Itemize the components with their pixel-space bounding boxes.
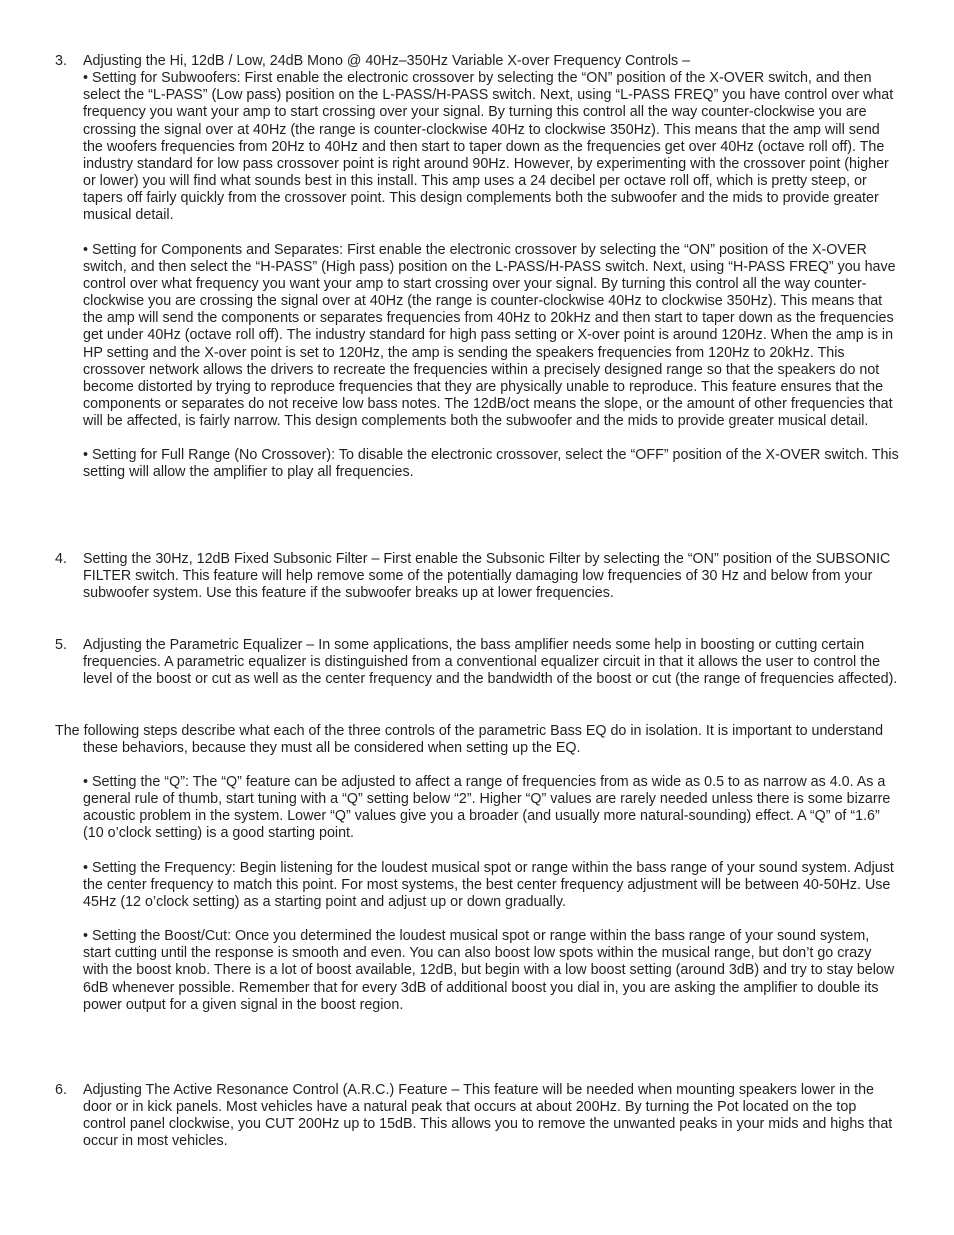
boost-cut-setting-paragraph: • Setting the Boost/Cut: Once you determined the loudest musical spot or range within the bass range of your sound system, start cutting until the response is smooth and even. You can also boost low spots within the musical range, but don’t go crazy with the boost knob. There is a lot of boost available, 12dB, but begin with a low boost setting (around 3dB) and try to stay below 6dB whenever possible. Remember that for every 3dB of additional boost you dial in, you are asking the amplifier to double its power output for a given signal in the boost region. [83, 928, 895, 1013]
arc-feature-paragraph: Adjusting The Active Resonance Control (A.R.C.) Feature – This feature will be needed when mounting speakers lower in the door or in kick panels. Most vehicles have a natural peak that occurs at about 200Hz. By turning the Pot located on the top control panel clockwise, you CUT 200Hz up to 15dB. This allows you to remove the unwanted peaks in your mids and highs that occur in most vehicles. [83, 1082, 893, 1150]
components-setting-paragraph: • Setting for Components and Separates: First enable the electronic crossover by selecting the “ON” position of the X-OVER switch, and then select the “H-PASS” (High pass) position on the L-PASS/H-PASS switch. Next, using “H-PASS FREQ” you have control over what frequency you want your amp to start crossing over your signal. By turning this control all the way counter-clockwise you are crossing the signal over at 40Hz (the range is counter-clockwise 40Hz to clockwise 350Hz). This means that the amp will send the components or separates frequencies from 40Hz to 20kHz and then start to taper down as the frequencies get under 40Hz (octave roll off). The industry standard for high pass setting or X-over point is around 120Hz. When the amp is in HP setting and the X-over point is set to 120Hz, the amp is sending the speakers frequencies from 120Hz to 20kHz. This crossover network allows the drivers to recreate the frequencies within a precisely designed range so that the speakers do not become distorted by trying to reproduce frequencies that they are physically unable to reproduce. This feature ensures that the components or separates do not receive low bass notes. The 12dB/oct means the slope, or the amount of other frequencies that will be affected, is fairly narrow. This design complements both the subwoofer and the mids to provide greater musical detail. [83, 241, 896, 430]
q-setting-paragraph: • Setting the “Q”: The “Q” feature can be adjusted to affect a range of frequencies from as wide as 0.5 to as narrow as 4.0. As a general rule of thumb, start tuning with a “Q” setting below “2”. Higher “Q” values are rarely needed unless there is some bizarre acoustic problem in the system. Lower “Q” values give you a broader (and usually more natural-sounding) effect. A “Q” of “1.6” (10 o’clock setting) is a good starting point. [83, 774, 891, 842]
item-number: 6. [55, 1082, 67, 1098]
item-number: 5. [55, 637, 67, 653]
item-number: 3. [55, 53, 67, 69]
list-item-6 [55, 1082, 900, 1151]
list-item-3 [55, 53, 900, 482]
item-heading: Adjusting the Hi, 12dB / Low, 24dB Mono @ 40Hz–350Hz Variable X-over Frequency Controls – [83, 53, 691, 69]
list-item-4 [55, 551, 900, 602]
eq-intro-paragraph: The following steps describe what each of the three controls of the parametric Bass EQ do in isolation. It is important to understand these behaviors, because they must all be considered when setting up the EQ. [55, 723, 884, 757]
list-item-5 [55, 637, 900, 688]
subwoofer-setting-paragraph: • Setting for Subwoofers: First enable the electronic crossover by selecting the “ON” position of the X-OVER switch, and then select the “L-PASS” (Low pass) position on the L-PASS/H-PASS switch. Next, using “L-PASS FREQ” you have control over what frequency you want your amp to start crossing over your signal. By turning this control all the way counter-clockwise you are crossing the signal over at 40Hz (the range is counter-clockwise 40Hz to clockwise 350Hz). This means that the amp will send the woofers frequencies from 20Hz to 40Hz and then start to taper down as the frequencies get over 40Hz (octave roll off). The industry standard for low pass crossover point is right around 90Hz. However, by experimenting with the crossover point (higher or lower) you will find what sounds best in this install. This amp uses a 24 decibel per octave roll off, which is pretty steep, or tapers off fairly quickly from the crossover point. This design complements both the subwoofer and the mids to provide greater musical detail. [83, 70, 894, 224]
parametric-eq-paragraph: Adjusting the Parametric Equalizer – In some applications, the bass amplifier needs some help in boosting or cutting certain frequencies. A parametric equalizer is distinguished from a conventional equalizer circuit in that it allows the user to control the level of the boost or cut as well as the center frequency and the bandwidth of the boost or cut (the range of frequencies affected). [83, 637, 898, 688]
eq-steps [83, 774, 900, 1014]
frequency-setting-paragraph: • Setting the Frequency: Begin listening for the loudest musical spot or range within the bass range of your sound system. Adjust the center frequency to match this point. For most systems, the best center frequency adjustment will be between 40-50Hz. Use 45Hz (12 o’clock setting) as a starting point and adjust up or down gradually. [83, 859, 894, 910]
item-number: 4. [55, 551, 67, 567]
subsonic-filter-paragraph: Setting the 30Hz, 12dB Fixed Subsonic Filter – First enable the Subsonic Filter by selecting the “ON” position of the SUBSONIC FILTER switch. This feature will help remove some of the potentially damaging low frequencies of 30 Hz and below from your subwoofer system. Use this feature if the subwoofer breaks up at lower frequencies. [83, 551, 891, 602]
full-range-setting-paragraph: • Setting for Full Range (No Crossover): To disable the electronic crossover, select the “OFF” position of the X-OVER switch. This setting will allow the amplifier to play all frequencies. [83, 447, 899, 481]
